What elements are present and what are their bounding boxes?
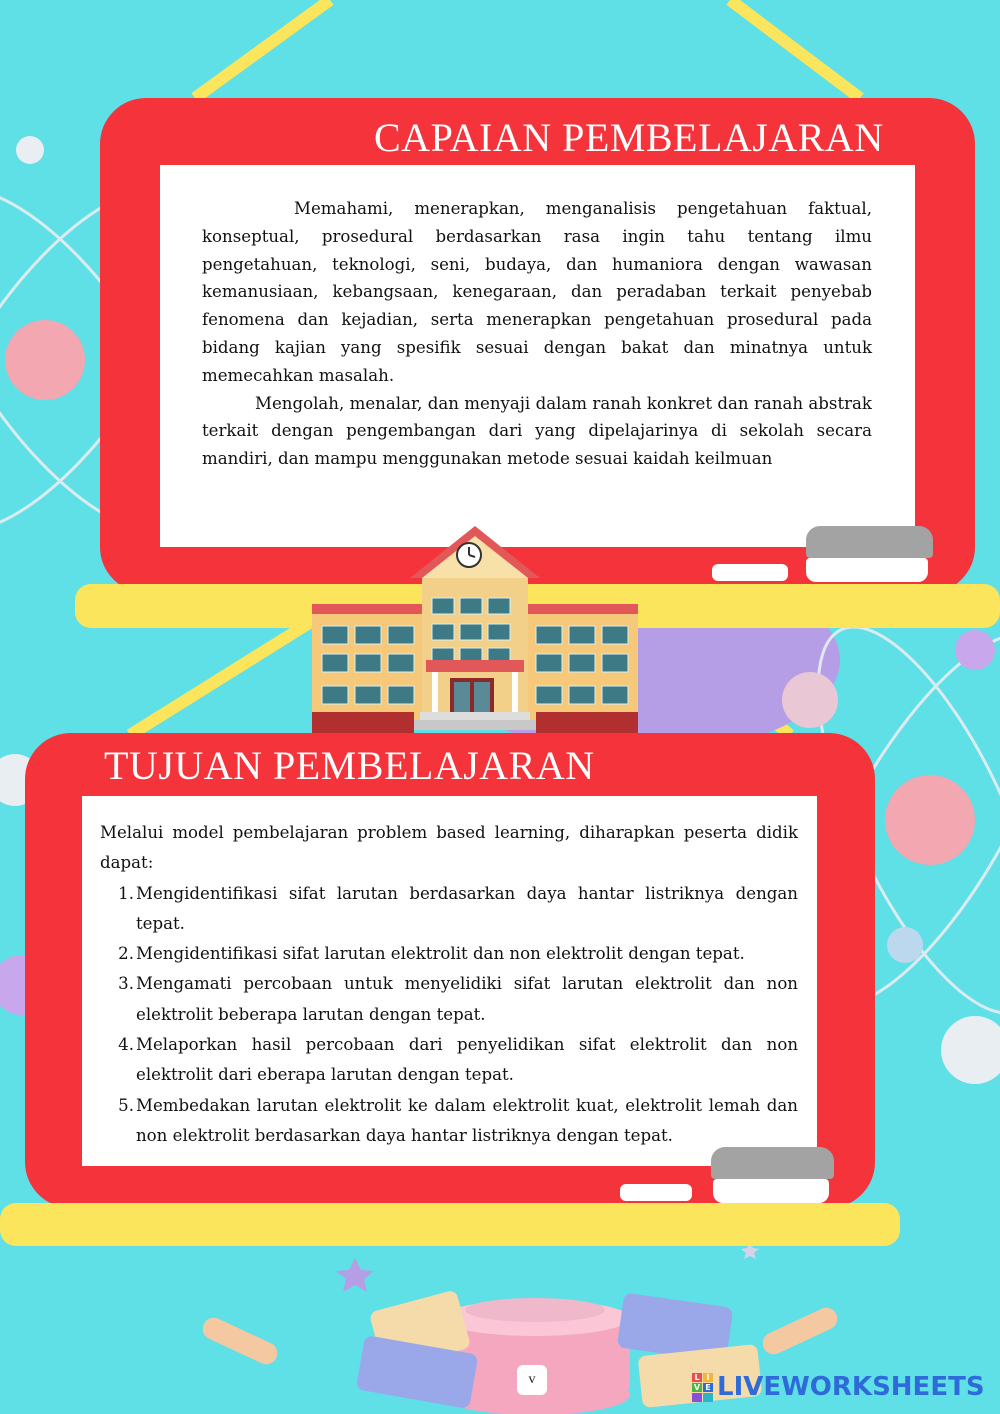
tujuan-intro: Melalui model pembelajaran problem based learning, diharapkan peserta didik dapat: xyxy=(100,823,798,873)
tujuan-title: TUJUAN PEMBELAJARAN xyxy=(104,743,595,788)
tujuan-shelf xyxy=(0,1203,900,1246)
liveworksheets-badge-icon: L I V E xyxy=(692,1373,713,1402)
chalk xyxy=(620,1184,692,1201)
list-item: 3. Mengamati percobaan untuk menyelidiki sifat larutan elektrolit dan non elektrolit beberapa larutan dengan tepat. xyxy=(118,974,798,1024)
list-item: 2. Mengidentifikasi sifat larutan elektrolit dan non elektrolit dengan tepat. xyxy=(118,944,745,964)
list-item: 4. Melaporkan hasil percobaan dari penyelidikan sifat elektrolit dan non elektrolit dari eberapa larutan dengan tepat. xyxy=(118,1035,798,1085)
school-building-icon xyxy=(310,522,640,742)
eraser xyxy=(806,526,933,558)
star-icon xyxy=(336,1258,374,1292)
eraser-base xyxy=(806,558,928,582)
capaian-panel xyxy=(160,165,915,547)
list-item: 1. Mengidentifikasi sifat larutan berdasarkan daya hantar listriknya dengan tepat. xyxy=(118,883,798,933)
eraser-base xyxy=(713,1179,829,1203)
tujuan-list xyxy=(100,879,798,1152)
capaian-paragraph-2: Mengolah, menalar, dan menyaji dalam ranah konkret dan ranah abstrak terkait dengan pengembangan dari yang dipelajarinya di sekolah secara mandiri, dan mampu menggunakan metode sesuai kaidah keilmuan xyxy=(202,393,872,469)
brand-name: LIVEWORKSHEETS xyxy=(717,1372,985,1402)
capaian-paragraph-1: Memahami, menerapkan, menganalisis pengetahuan faktual, konseptual, prosedural berdasarkan rasa ingin tahu tentang ilmu pengetahuan, teknologi, seni, budaya, dan humaniora dengan wawasan kemanusiaan, kebangsaan, kenegaraan, dan peradaban terkait penyebab fenomena dan kejadian, serta menerapkan pengetahuan prosedural pada bidang kajian yang spesifik sesuai dengan bakat dan minatnya untuk memecahkan masalah. xyxy=(202,199,872,385)
eraser xyxy=(711,1147,834,1179)
liveworksheets-logo[interactable] xyxy=(692,1372,985,1402)
page-number: v xyxy=(517,1365,547,1395)
list-item: 5. Membedakan larutan elektrolit ke dalam elektrolit kuat, elektrolit lemah dan non elektrolit berdasarkan daya hantar listriknya dengan tepat. xyxy=(118,1095,798,1145)
capaian-title: CAPAIAN PEMBELAJARAN xyxy=(374,115,884,160)
tujuan-panel xyxy=(82,796,817,1166)
chalk xyxy=(712,564,788,581)
